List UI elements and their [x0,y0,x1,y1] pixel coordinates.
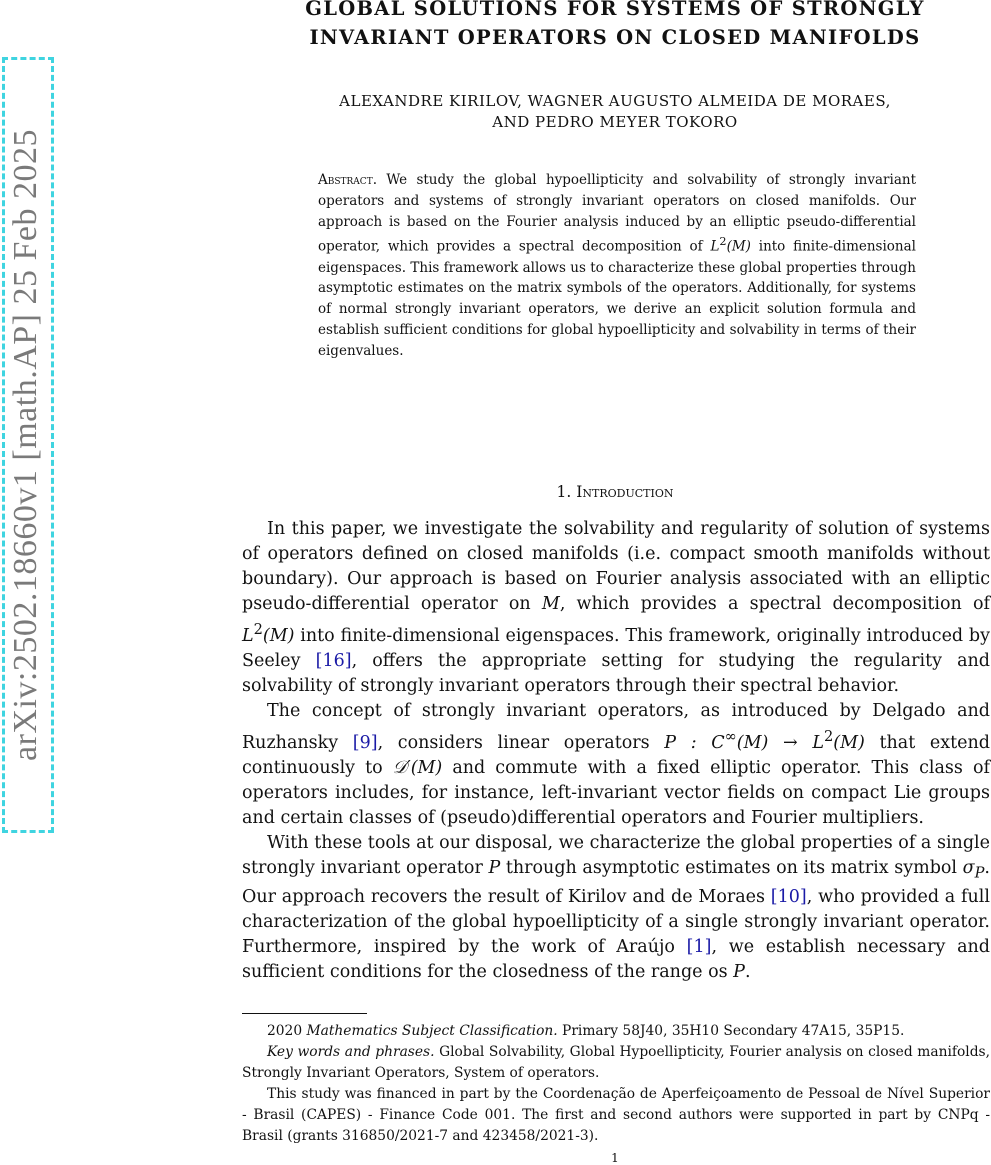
math-M: M [541,594,560,614]
page-number: 1 [611,1151,619,1165]
text-span: through asymptotic estimates on its matrix symbol [505,857,958,878]
footnotes [242,1021,990,1147]
text-span: The concept of strongly invariant operators, as introduced by Delgado and Ruzhansky [242,700,990,753]
text-span: , considers linear operators [377,732,650,753]
math-M: (M) [262,625,295,646]
text-span: into finite-dimensional eigenspaces. This framework, originally introduced by Seeley [242,625,990,671]
text-span: , who provided a full characterization of the global hypoellipticity of a single strongly invariant operator. Furthermore, inspired by the work of Araújo [242,887,990,958]
citation-10[interactable]: [10] [770,887,807,908]
text-span: With these tools at our disposal, we characterize the global properties of a single strongly invariant operator [242,832,990,878]
title-line-2: INVARIANT OPERATORS ON CLOSED MANIFOLDS [309,26,921,49]
math-sub: P [974,864,985,882]
math-M: (M) [726,238,751,255]
text-span: . Our approach recovers the result of Kirilov and de Moraes [242,857,990,908]
text-span: In this paper, we investigate the solvability and regularity of solution of systems of operators defined on closed manifolds (i.e. compact smooth manifolds without boundary). Our approach is based on Fourier analysis associated with an elliptic pseudo-differential operator on [242,519,990,614]
footnote-keywords [242,1042,990,1084]
paper-title [240,0,990,52]
math-sigma: σ [962,857,975,878]
math-L: L [710,238,720,255]
msc-label: Mathematics Subject Classification. [306,1023,558,1039]
abstract-label: Abstract. [318,172,377,188]
authors-line-1: ALEXANDRE KIRILOV, WAGNER AUGUSTO ALMEIDA DE MORAES, [339,92,891,110]
math-sup: 2 [719,235,727,249]
text-span: , offers the appropriate setting for studying the regularity and solvability of strongly invariant operators through their spectral behavior. [242,650,990,696]
paragraph-2 [242,699,990,831]
text-span: , we establish necessary and sufficient conditions for the closedness of the range os [242,937,990,983]
author-list [240,91,990,133]
paragraph-1 [242,517,990,699]
body-text [242,517,990,985]
title-line-1: GLOBAL SOLUTIONS FOR SYSTEMS OF STRONGLY [305,0,925,20]
math-sup: 2 [253,621,263,638]
arxiv-identifier[interactable]: arXiv:2502.18660v1 [math.AP] 25 Feb 2025 [7,129,44,761]
authors-line-2: AND PEDRO MEYER TOKORO [492,113,738,131]
footnote-funding: This study was financed in part by the Coordenação de Aperfeiçoamento de Pessoal de Nível Superior - Brasil (CAPES) - Finance Code 001. The first and second authors were supported in part by CNPq - Brasil (grants 316850/2021-7 and 423458/2021-3). [242,1086,990,1144]
text-span: and commute with a fixed elliptic operator. This class of operators includes, for instance, left-invariant vector fields on compact Lie groups and certain classes of (pseudo)differential operators and Fourier multipliers. [242,757,990,828]
section-number: 1. [556,483,572,501]
math-expression: P : C [664,732,725,753]
math-L: L [242,625,254,646]
text-span: that extend continuously to [242,732,990,778]
keywords-label: Key words and phrases. [267,1044,435,1060]
math-sup: 2 [823,727,834,745]
citation-1[interactable]: [1] [686,937,712,958]
math-P: P [733,962,745,983]
keywords-text: Global Solvability, Global Hypoellipticity, Fourier analysis on closed manifolds, Strongly Invariant Operators, System of operators. [242,1044,991,1081]
math-expression: (M) → L [736,732,824,753]
msc-codes: Primary 58J40, 35H10 Secondary 47A15, 35P15. [562,1023,905,1039]
msc-year: 2020 [267,1023,303,1039]
math-expression: (M) [833,732,865,753]
math-P: P [488,857,501,878]
text-span: , which provides a spectral decomposition of [559,594,990,614]
citation-9[interactable]: [9] [352,732,378,753]
text-span: . [744,962,751,983]
abstract-text-b: into finite-dimensional eigenspaces. This framework allows us to characterize these global properties through asymptotic estimates on the matrix symbols of the operators. Additionally, for systems of normal strongly invariant operators, we derive an explicit solution formula and establish sufficient conditions for global hypoellipticity and solvability in terms of their eigenvalues. [318,238,916,359]
footnote-msc [242,1021,990,1042]
citation-16[interactable]: [16] [315,650,352,671]
section-heading [240,483,990,501]
paragraph-3 [242,831,990,986]
footnote-rule [242,1013,367,1014]
math-distributions: 𝒟′(M) [392,757,443,778]
abstract [318,170,916,362]
math-sup: ∞ [724,727,737,745]
abstract-text-a: We study the global hypoellipticity and solvability of strongly invariant operators and systems of strongly invariant operators on closed manifolds. Our approach is based on the Fourier analysis induced by an elliptic pseudo-differential operator, which provides a spectral decomposition of [318,172,916,255]
section-title: Introduction [576,483,674,501]
